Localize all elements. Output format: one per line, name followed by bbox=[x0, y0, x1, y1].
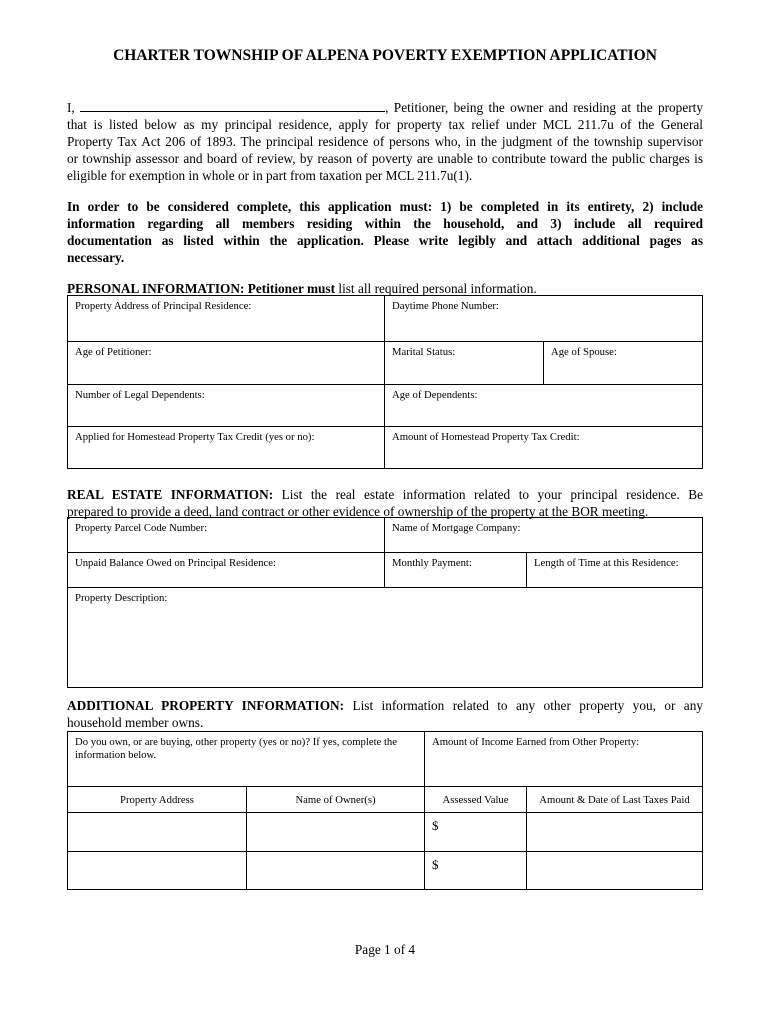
row-1-property-address[interactable] bbox=[67, 812, 247, 852]
row-2-last-taxes-paid[interactable] bbox=[526, 851, 703, 890]
income-other-property-field[interactable]: Amount of Income Earned from Other Property: bbox=[424, 731, 703, 787]
row-1-owner-names[interactable] bbox=[246, 812, 425, 852]
row-2-assessed-value[interactable] bbox=[424, 851, 527, 890]
row-2-property-address[interactable] bbox=[67, 851, 247, 890]
age-petitioner-field[interactable]: Age of Petitioner: bbox=[67, 341, 385, 385]
requirements-line-1: In order to be considered complete, this application must: 1) be completed in its entirety, 2) include bbox=[67, 199, 703, 214]
dollar-sign: $ bbox=[432, 818, 439, 833]
homestead-applied-field[interactable]: Applied for Homestead Property Tax Credit (yes or no): bbox=[67, 426, 385, 469]
intro-paragraph bbox=[67, 99, 703, 184]
parcel-code-field[interactable]: Property Parcel Code Number: bbox=[67, 517, 385, 553]
legal-dependents-field[interactable]: Number of Legal Dependents: bbox=[67, 384, 385, 427]
row-1-assessed-value[interactable] bbox=[424, 812, 527, 852]
dollar-sign: $ bbox=[432, 857, 439, 872]
age-spouse-field[interactable]: Age of Spouse: bbox=[543, 341, 703, 385]
own-other-property-field[interactable]: Do you own, or are buying, other property (yes or no)? If yes, complete the information below. bbox=[67, 731, 425, 787]
mortgage-company-field[interactable]: Name of Mortgage Company: bbox=[384, 517, 703, 553]
requirements-paragraph bbox=[67, 198, 703, 266]
intro-line-2: that is listed below as my principal residence, apply for property tax relief under MCL 211.7u of the General bbox=[67, 117, 703, 132]
intro-line-3: Property Tax Act 206 of 1893. The principal residence of persons who, in the judgment of the township supervisor bbox=[67, 134, 703, 149]
requirements-line-3: documentation as listed within the application. Please write legibly and attach additional pages as bbox=[67, 233, 703, 248]
intro-line-1: I, , Petitioner, being the owner and residing at the property bbox=[67, 100, 703, 115]
column-header-property-address: Property Address bbox=[67, 786, 247, 813]
requirements-line-4: necessary. bbox=[67, 250, 125, 265]
personal-heading: PERSONAL INFORMATION: Petitioner must list all required personal information. bbox=[67, 281, 537, 296]
daytime-phone-field[interactable]: Daytime Phone Number: bbox=[384, 295, 703, 342]
additional-heading: ADDITIONAL PROPERTY INFORMATION: List information related to any other property you, or any household member owns. bbox=[67, 698, 703, 730]
property-description-field[interactable]: Property Description: bbox=[67, 587, 703, 688]
column-header-assessed-value: Assessed Value bbox=[424, 786, 527, 813]
real-estate-heading: REAL ESTATE INFORMATION: List the real estate information related to your principal residence. Be prepared to provide a deed, land contract or other evidence of ownership of the property at the BOR meeting. bbox=[67, 487, 703, 519]
requirements-line-2: information regarding all members residing within the household, and 3) include all required bbox=[67, 216, 703, 231]
homestead-amount-field[interactable]: Amount of Homestead Property Tax Credit: bbox=[384, 426, 703, 469]
row-2-owner-names[interactable] bbox=[246, 851, 425, 890]
page-title: CHARTER TOWNSHIP OF ALPENA POVERTY EXEMPTION APPLICATION bbox=[113, 47, 657, 64]
intro-line-4: or township assessor and board of review, by reason of poverty are unable to contribute toward the public charges is bbox=[67, 151, 703, 166]
petitioner-name-field[interactable] bbox=[80, 99, 385, 112]
column-header-owner-names: Name of Owner(s) bbox=[246, 786, 425, 813]
page-number: Page 1 of 4 bbox=[354, 942, 416, 957]
length-of-time-field[interactable]: Length of Time at this Residence: bbox=[526, 552, 703, 588]
intro-line-5: eligible for exemption in whole or in part from taxation per MCL 211.7u(1). bbox=[67, 168, 473, 183]
row-1-last-taxes-paid[interactable] bbox=[526, 812, 703, 852]
marital-status-field[interactable]: Marital Status: bbox=[384, 341, 544, 385]
unpaid-balance-field[interactable]: Unpaid Balance Owed on Principal Residence: bbox=[67, 552, 385, 588]
monthly-payment-field[interactable]: Monthly Payment: bbox=[384, 552, 527, 588]
property-address-field[interactable]: Property Address of Principal Residence: bbox=[67, 295, 385, 342]
column-header-last-taxes-paid: Amount & Date of Last Taxes Paid bbox=[526, 786, 703, 813]
age-dependents-field[interactable]: Age of Dependents: bbox=[384, 384, 703, 427]
